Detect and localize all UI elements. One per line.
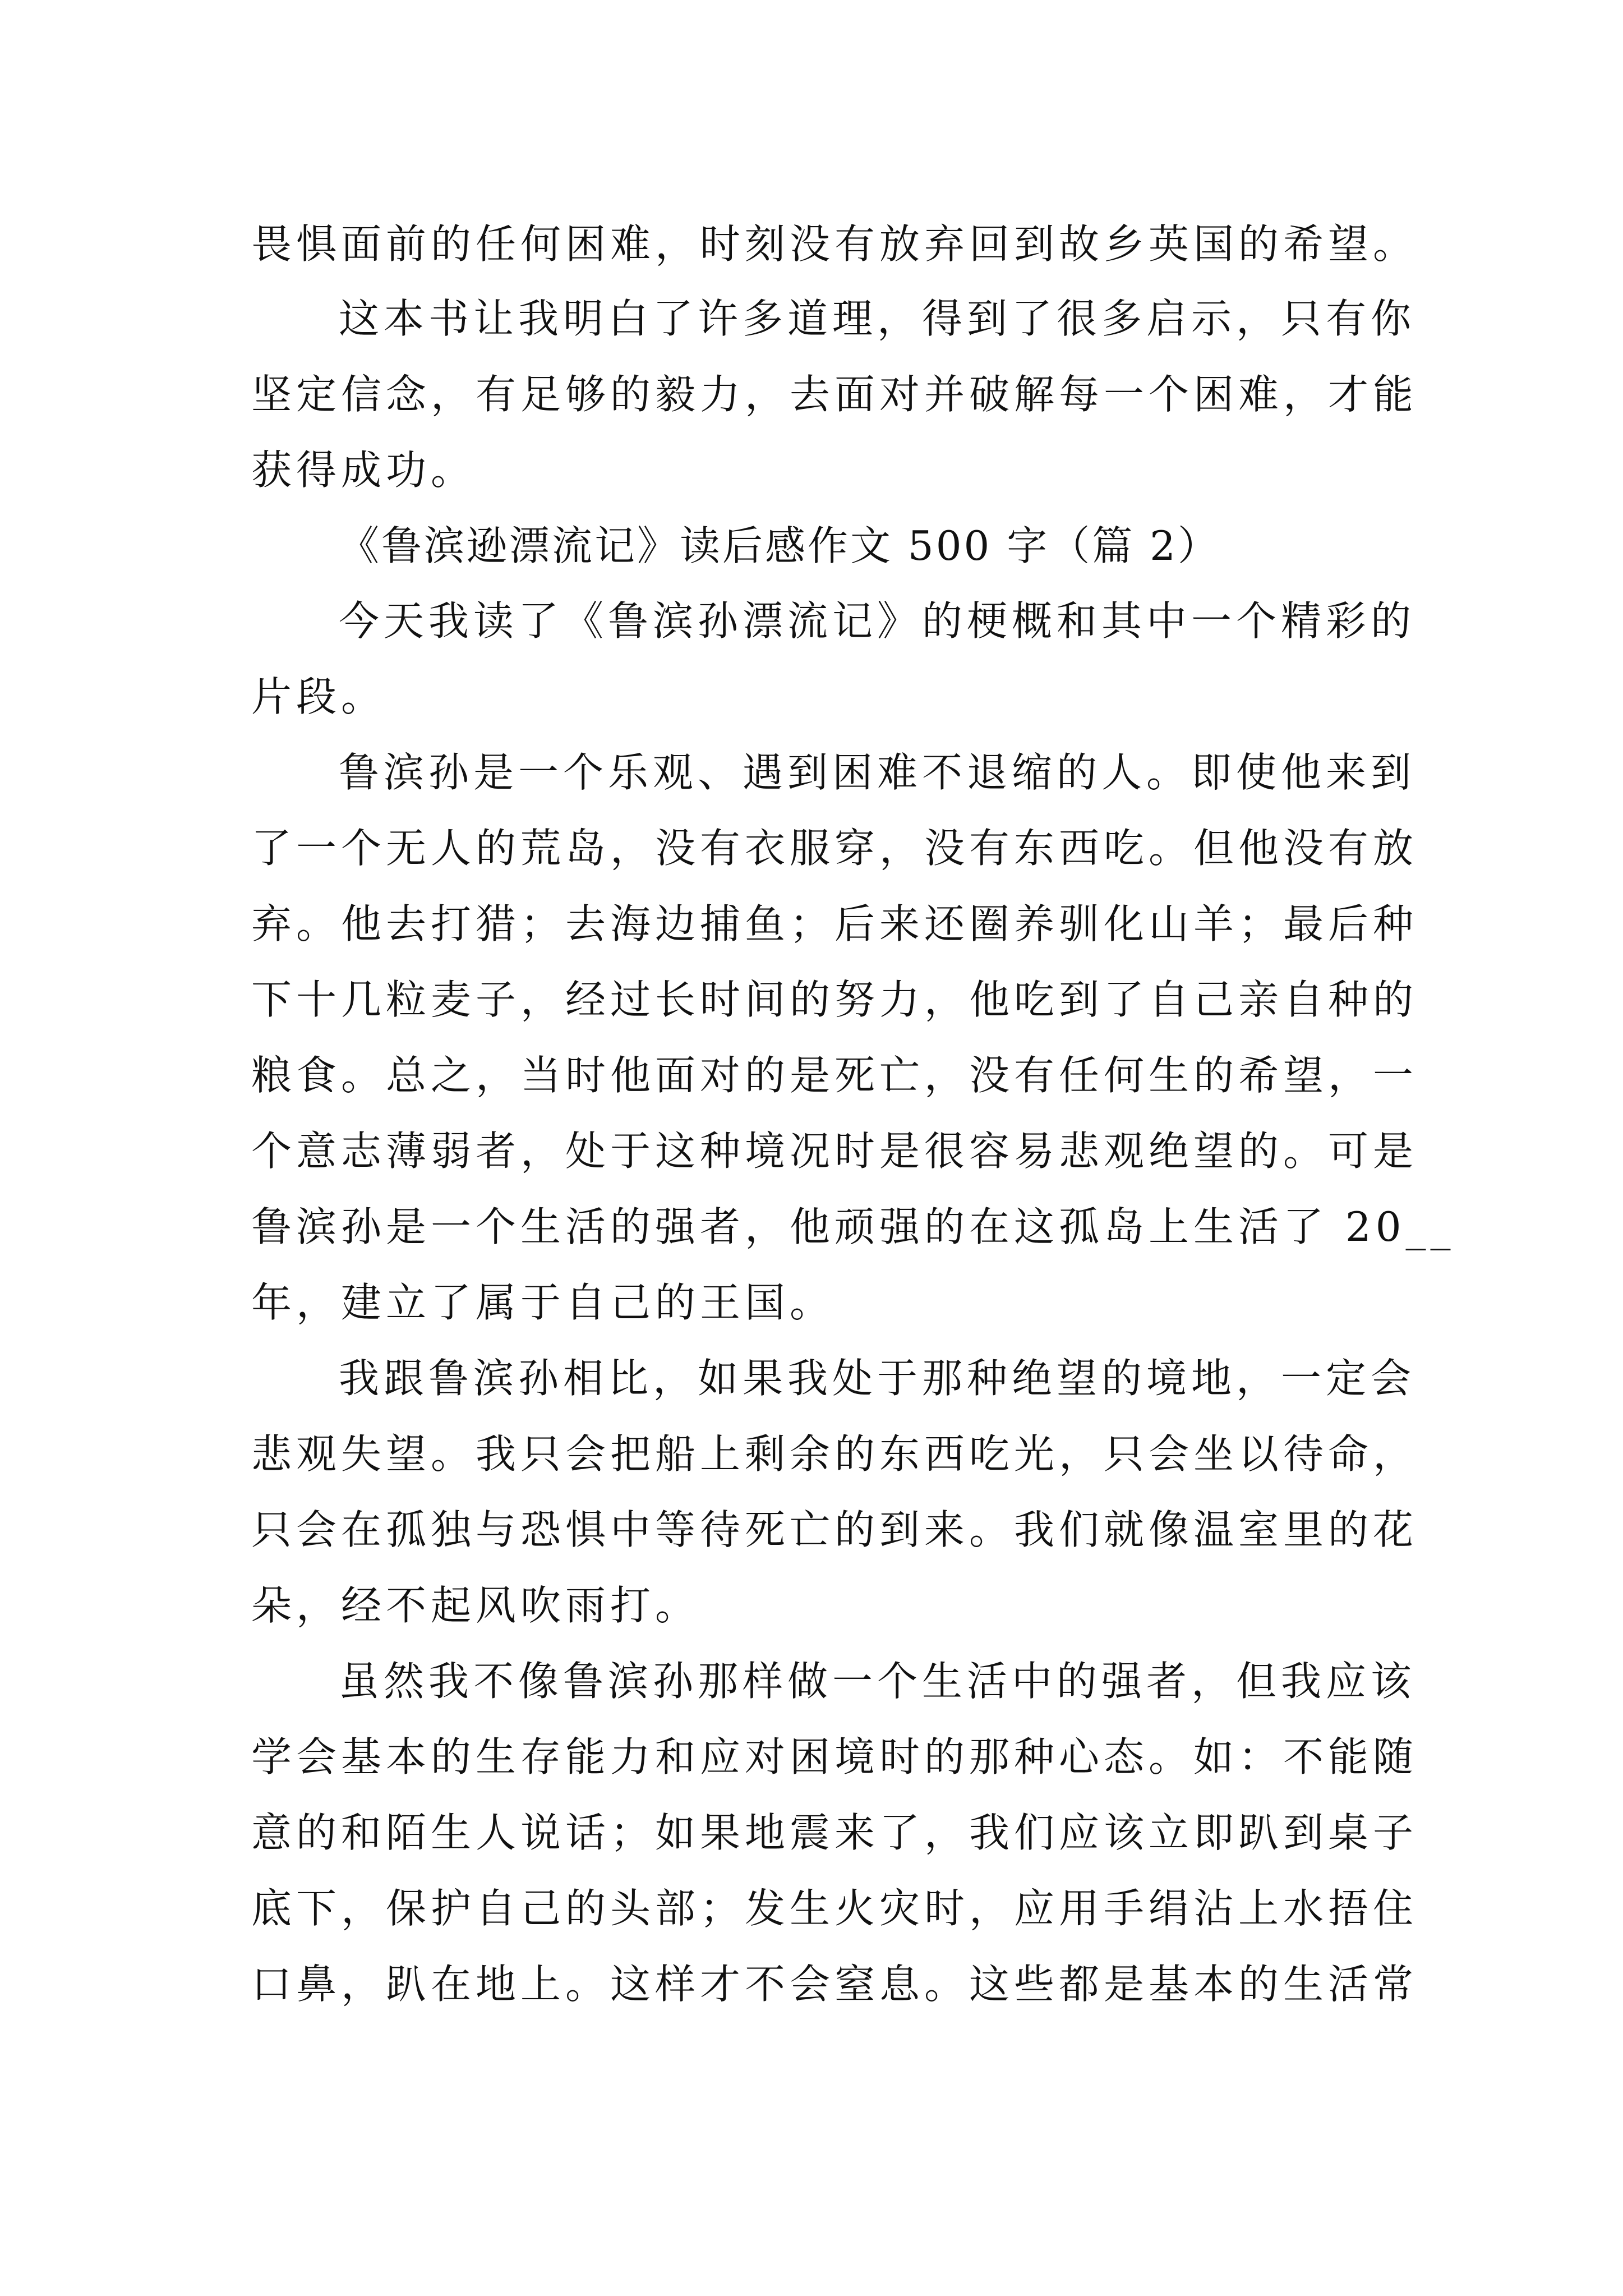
text-line: 只会在孤独与恐惧中等待死亡的到来。我们就像温室里的花 xyxy=(251,1506,1418,1553)
paragraph-first-line: 这本书让我明白了许多道理，得到了很多启示，只有你 xyxy=(339,295,1416,342)
text-line: 底下，保护自己的头部；发生火灾时，应用手绢沾上水捂住 xyxy=(251,1885,1418,1932)
paragraph-first-line: 今天我读了《鲁滨孙漂流记》的梗概和其中一个精彩的 xyxy=(339,597,1416,645)
section-heading: 《鲁滨逊漂流记》读后感作文 500 字（篇 2） xyxy=(339,522,1220,569)
text-line: 学会基本的生存能力和应对困境时的那种心态。如：不能随 xyxy=(251,1733,1418,1780)
text-line: 下十几粒麦子，经过长时间的努力，他吃到了自己亲自种的 xyxy=(251,976,1418,1023)
paragraph-first-line: 鲁滨孙是一个乐观、遇到困难不退缩的人。即使他来到 xyxy=(339,749,1416,796)
text-line: 悲观失望。我只会把船上剩余的东西吃光，只会坐以待命， xyxy=(251,1430,1418,1478)
paragraph-first-line: 我跟鲁滨孙相比，如果我处于那种绝望的境地，一定会 xyxy=(339,1355,1416,1402)
text-line: 获得成功。 xyxy=(251,447,476,494)
text-line: 口鼻，趴在地上。这样才不会窒息。这些都是基本的生活常 xyxy=(251,1961,1418,2008)
text-line: 年，建立了属于自己的王国。 xyxy=(251,1279,835,1326)
text-line: 粮食。总之，当时他面对的是死亡，没有任何生的希望，一 xyxy=(251,1052,1418,1099)
text-line: 个意志薄弱者，处于这种境况时是很容易悲观绝望的。可是 xyxy=(251,1128,1418,1175)
text-line: 鲁滨孙是一个生活的强者，他顽强的在这孤岛上生活了 20__ xyxy=(251,1203,1455,1250)
text-line: 畏惧面前的任何困难，时刻没有放弃回到故乡英国的希望。 xyxy=(251,220,1418,268)
text-line: 意的和陌生人说话；如果地震来了，我们应该立即趴到桌子 xyxy=(251,1809,1418,1856)
text-line: 坚定信念，有足够的毅力，去面对并破解每一个困难，才能 xyxy=(251,371,1418,418)
paragraph-first-line: 虽然我不像鲁滨孙那样做一个生活中的强者，但我应该 xyxy=(339,1658,1416,1705)
text-line: 了一个无人的荒岛，没有衣服穿，没有东西吃。但他没有放 xyxy=(251,825,1418,872)
text-line: 朵，经不起风吹雨打。 xyxy=(251,1582,700,1629)
text-line: 弃。他去打猎；去海边捕鱼；后来还圈养驯化山羊；最后种 xyxy=(251,900,1418,947)
text-line: 片段。 xyxy=(251,673,386,720)
